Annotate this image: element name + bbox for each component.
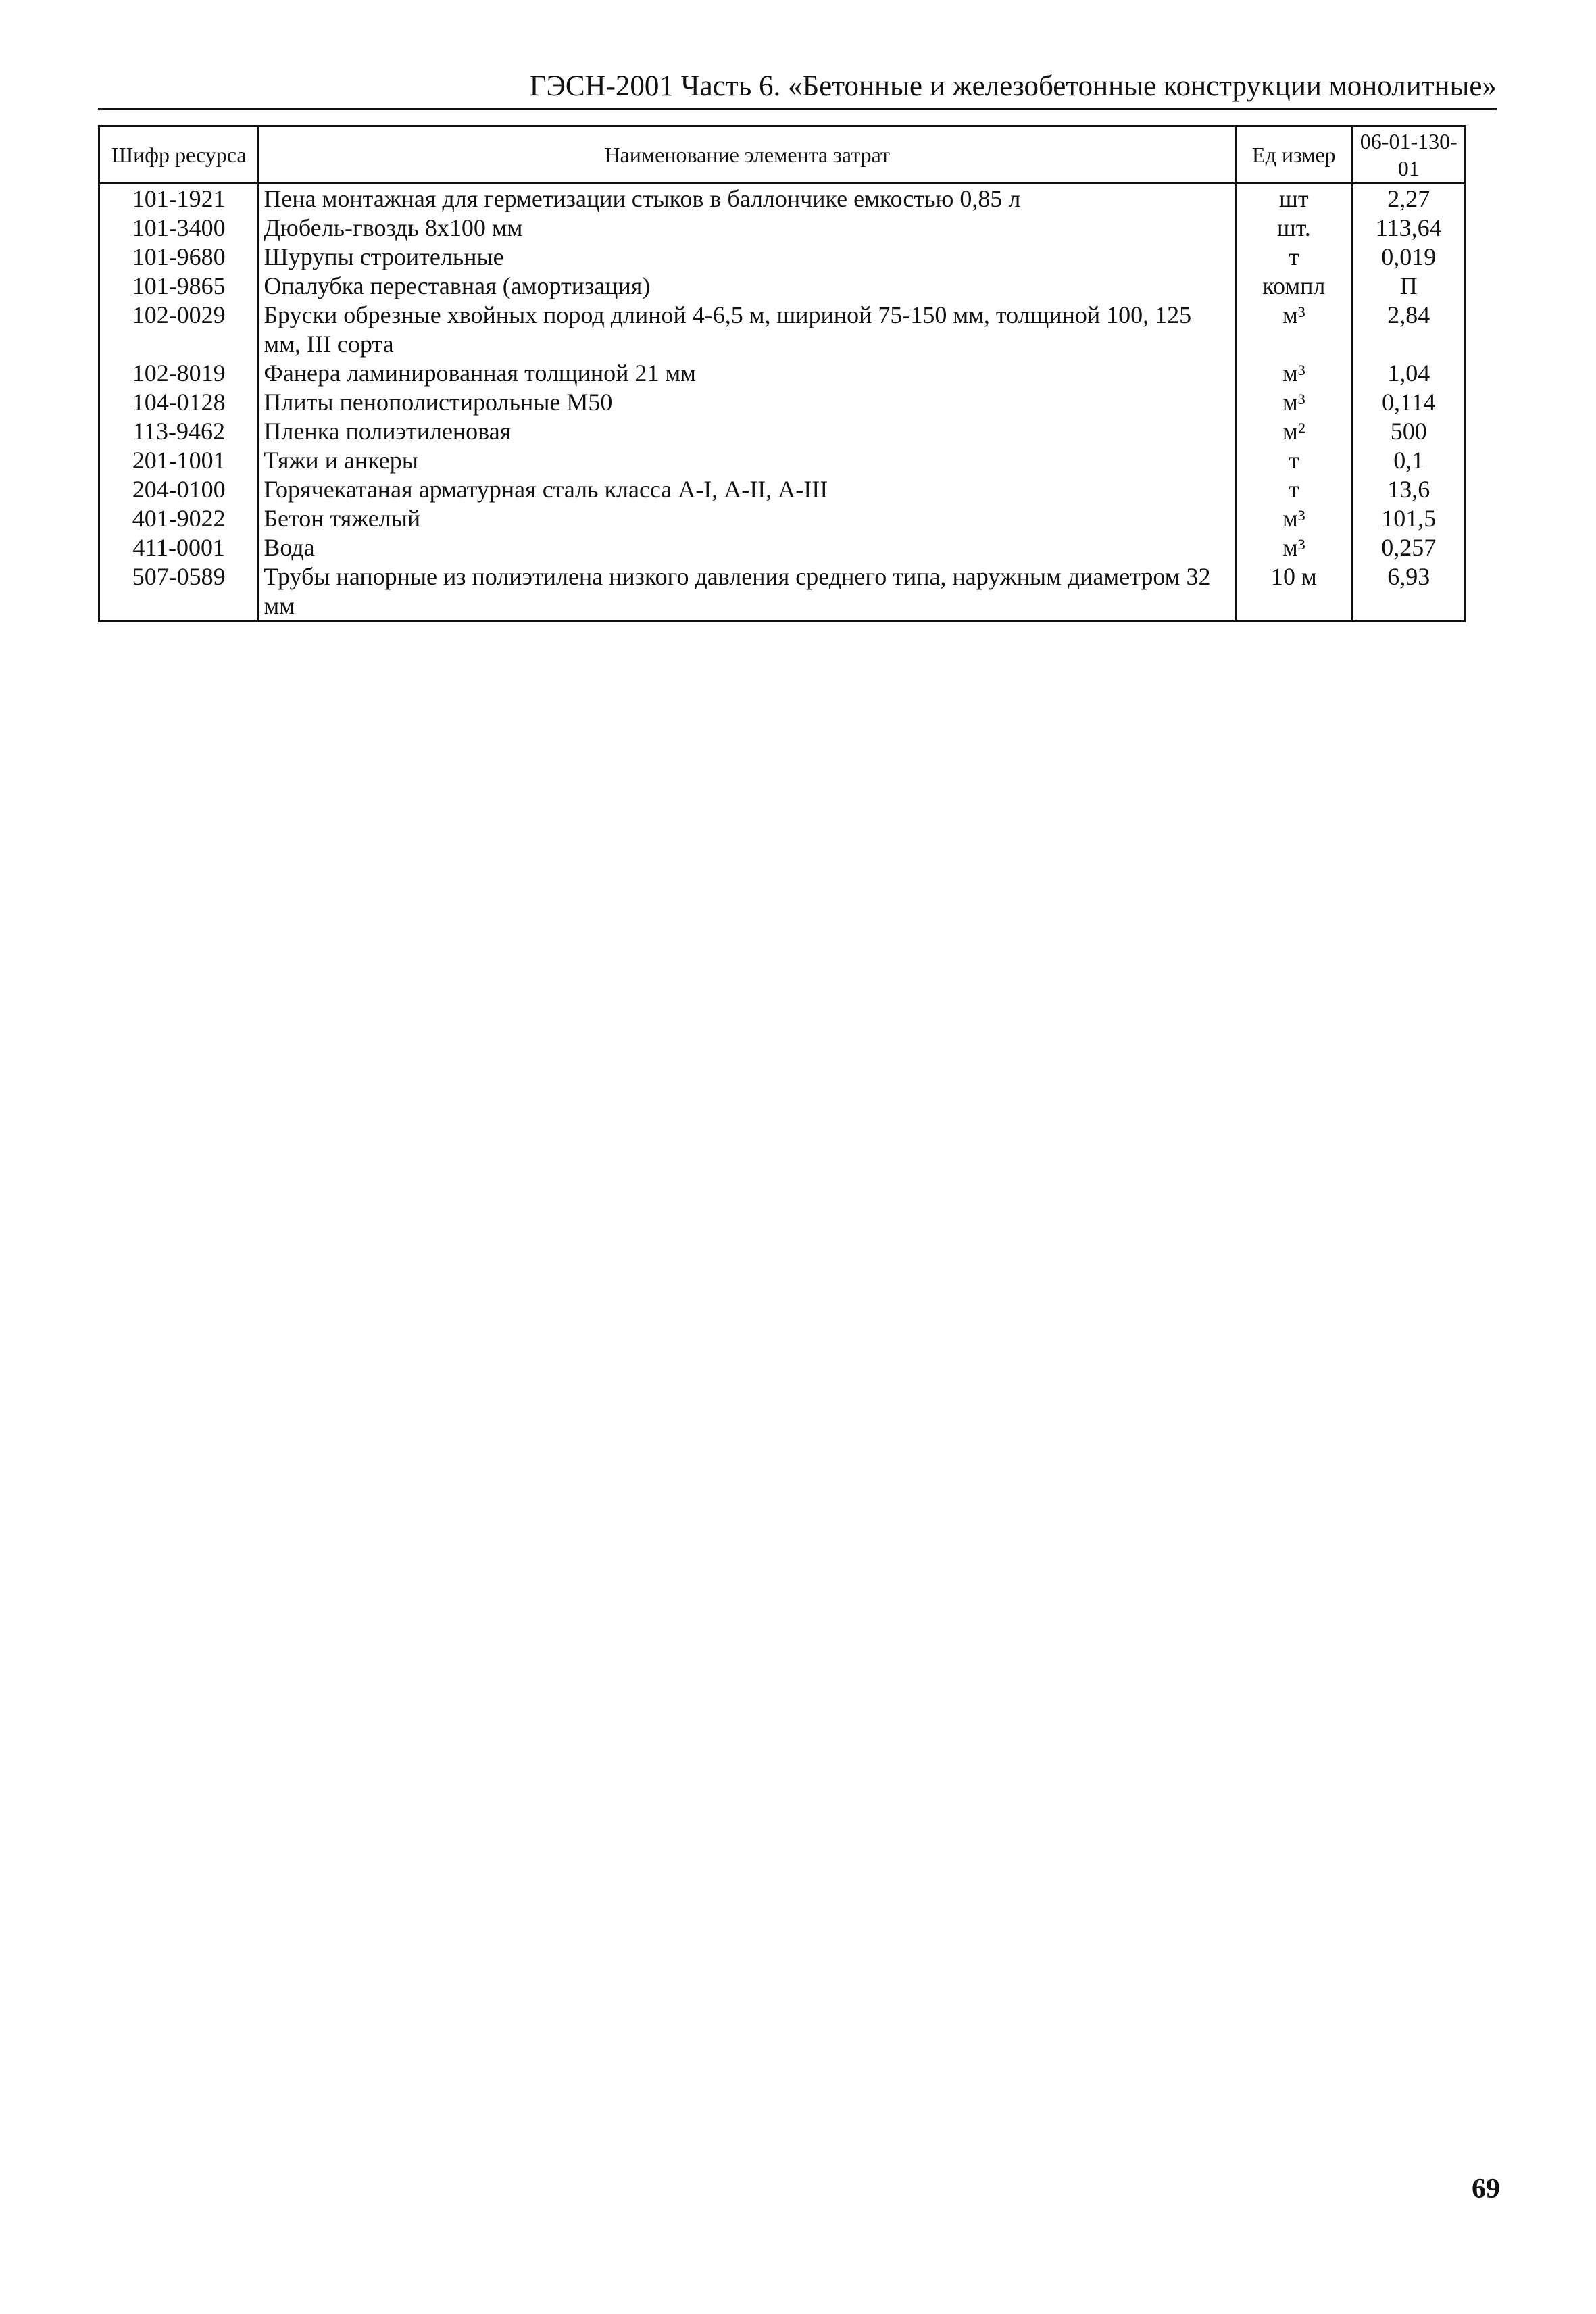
column-header-code: Шифр ресурса: [99, 126, 259, 184]
table-row: [99, 214, 1466, 243]
unit-cell: т: [1236, 243, 1352, 272]
norm-value-cell: 2,84: [1352, 301, 1465, 359]
unit-cell: шт.: [1236, 214, 1352, 243]
unit-cell: т: [1236, 446, 1352, 475]
table-row: [99, 417, 1466, 446]
table-row: [99, 533, 1466, 562]
resource-code-cell: 101-1921: [99, 184, 259, 214]
resource-code-cell: 101-9680: [99, 243, 259, 272]
unit-cell: м³: [1236, 504, 1352, 533]
table-row: [99, 272, 1466, 301]
resource-name-cell: Вода: [259, 533, 1236, 562]
resource-name-cell: Горячекатаная арматурная сталь класса А-I, А-II, А-III: [259, 475, 1236, 504]
page-number: 69: [1472, 2173, 1500, 2205]
resource-code-cell: 507-0589: [99, 562, 259, 622]
norm-value-cell: 0,019: [1352, 243, 1465, 272]
resource-name-cell: Дюбель-гвоздь 8х100 мм: [259, 214, 1236, 243]
unit-cell: м³: [1236, 388, 1352, 417]
unit-cell: т: [1236, 475, 1352, 504]
resource-name-cell: Бетон тяжелый: [259, 504, 1236, 533]
table-row: [99, 504, 1466, 533]
norm-value-cell: П: [1352, 272, 1465, 301]
norm-value-cell: 0,1: [1352, 446, 1465, 475]
unit-cell: м³: [1236, 301, 1352, 359]
norm-value-cell: 113,64: [1352, 214, 1465, 243]
table-row: [99, 388, 1466, 417]
running-header: ГЭСН-2001 Часть 6. «Бетонные и железобетонные конструкции монолитные»: [529, 70, 1497, 102]
unit-cell: компл: [1236, 272, 1352, 301]
table-row: [99, 184, 1466, 214]
table-row: [99, 359, 1466, 388]
resource-name-cell: Пленка полиэтиленовая: [259, 417, 1236, 446]
resource-name-cell: Трубы напорные из полиэтилена низкого давления среднего типа, наружным диаметром 32 мм: [259, 562, 1236, 622]
table-header-row: [99, 126, 1466, 184]
resource-code-cell: 113-9462: [99, 417, 259, 446]
norm-value-cell: 500: [1352, 417, 1465, 446]
table-row: [99, 243, 1466, 272]
resource-code-cell: 401-9022: [99, 504, 259, 533]
resource-code-cell: 101-9865: [99, 272, 259, 301]
unit-cell: м³: [1236, 533, 1352, 562]
table-row: [99, 446, 1466, 475]
header-divider: [98, 108, 1497, 110]
unit-cell: шт: [1236, 184, 1352, 214]
resource-table: [98, 125, 1466, 622]
resource-name-cell: Шурупы строительные: [259, 243, 1236, 272]
table-row: [99, 301, 1466, 359]
column-header-norm: 06-01-130-01: [1352, 126, 1465, 184]
column-header-name: Наименование элемента затрат: [259, 126, 1236, 184]
norm-value-cell: 0,257: [1352, 533, 1465, 562]
norm-value-cell: 0,114: [1352, 388, 1465, 417]
column-header-unit: Ед измер: [1236, 126, 1352, 184]
norm-value-cell: 6,93: [1352, 562, 1465, 622]
resource-name-cell: Пена монтажная для герметизации стыков в баллончике емкостью 0,85 л: [259, 184, 1236, 214]
unit-cell: м³: [1236, 359, 1352, 388]
norm-value-cell: 1,04: [1352, 359, 1465, 388]
resource-name-cell: Опалубка переставная (амортизация): [259, 272, 1236, 301]
resource-name-cell: Плиты пенополистирольные М50: [259, 388, 1236, 417]
norm-value-cell: 2,27: [1352, 184, 1465, 214]
norm-value-cell: 101,5: [1352, 504, 1465, 533]
table-body: [99, 184, 1466, 622]
resource-name-cell: Бруски обрезные хвойных пород длиной 4-6,5 м, шириной 75-150 мм, толщиной 100, 125 мм, III сорта: [259, 301, 1236, 359]
unit-cell: 10 м: [1236, 562, 1352, 622]
table-row: [99, 475, 1466, 504]
unit-cell: м²: [1236, 417, 1352, 446]
resource-name-cell: Фанера ламинированная толщиной 21 мм: [259, 359, 1236, 388]
resource-code-cell: 411-0001: [99, 533, 259, 562]
resource-name-cell: Тяжи и анкеры: [259, 446, 1236, 475]
resource-code-cell: 102-8019: [99, 359, 259, 388]
resource-code-cell: 104-0128: [99, 388, 259, 417]
resource-code-cell: 201-1001: [99, 446, 259, 475]
resource-code-cell: 204-0100: [99, 475, 259, 504]
resource-code-cell: 101-3400: [99, 214, 259, 243]
table-row: [99, 562, 1466, 622]
resource-code-cell: 102-0029: [99, 301, 259, 359]
norm-value-cell: 13,6: [1352, 475, 1465, 504]
